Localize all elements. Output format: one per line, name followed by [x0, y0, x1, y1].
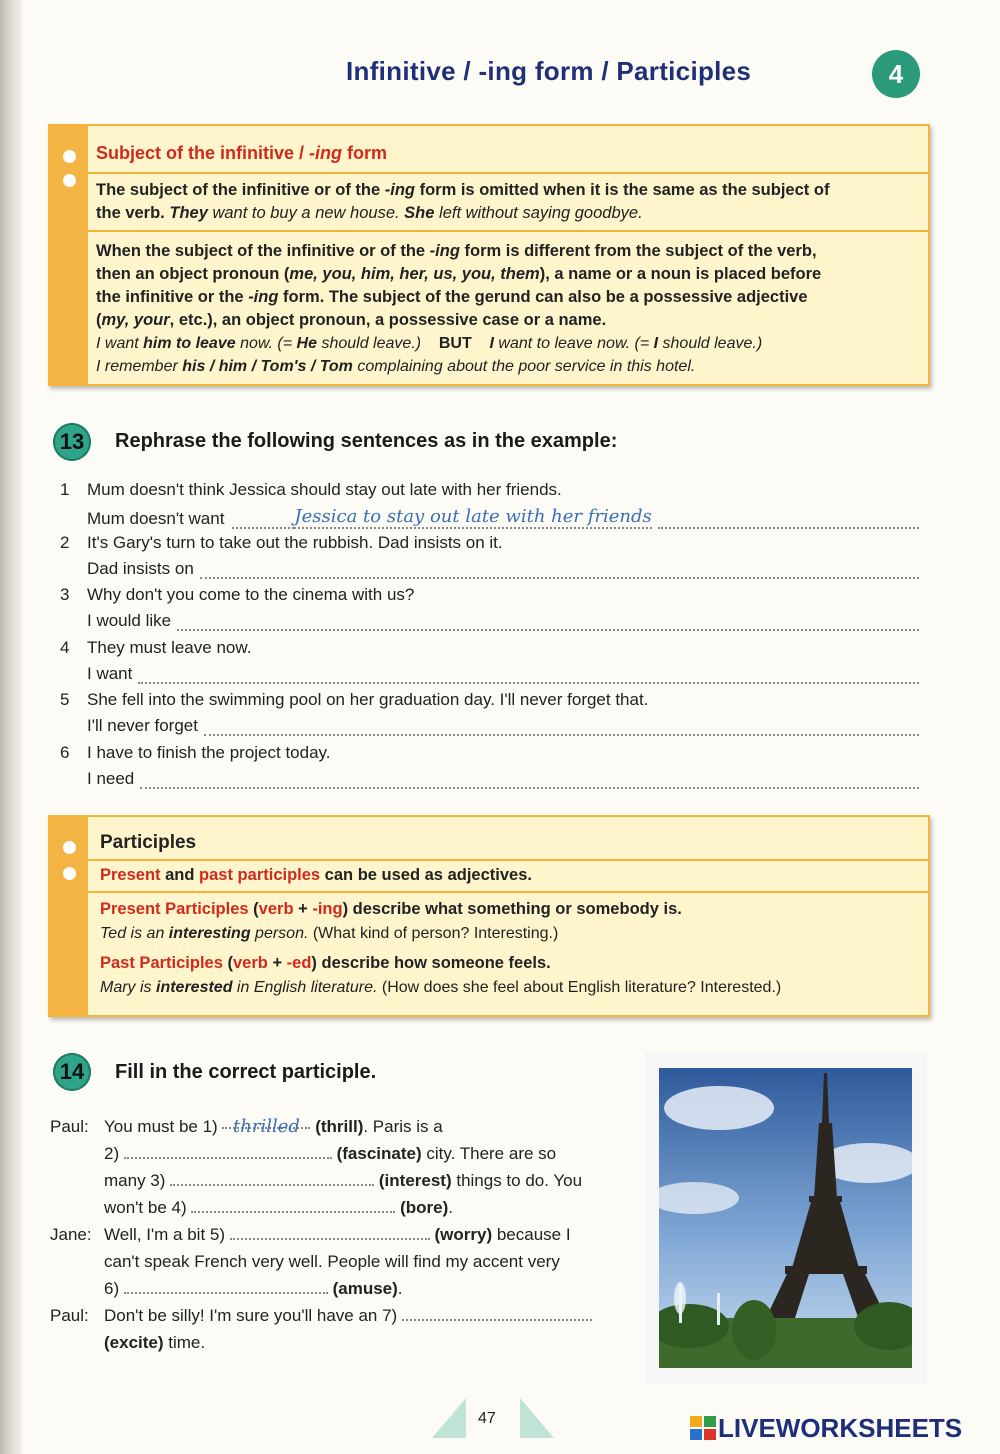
- dialogue-line: can't speak French very well. People will find my accent very: [104, 1252, 560, 1271]
- page-corner-right: [520, 1398, 554, 1438]
- liveworksheets-logo[interactable]: [690, 1413, 962, 1444]
- bullet-dot: [63, 841, 76, 854]
- rule-line: Present and past participles can be used as adjectives.: [100, 866, 532, 884]
- blank-1[interactable]: thrilled: [222, 1113, 310, 1129]
- item-sentence: I have to finish the project today.: [87, 743, 331, 762]
- bullet-dot: [63, 174, 76, 187]
- dialogue-line: Well, I'm a bit 5) (worry) because I: [104, 1225, 571, 1244]
- item-sentence: Why don't you come to the cinema with us?: [87, 585, 415, 604]
- brand-text: LIVEWORKSHEETS: [718, 1413, 963, 1443]
- dialogue-line: many 3) (interest) things to do. You: [104, 1171, 583, 1190]
- answer-row: [87, 769, 919, 789]
- eiffel-tower-photo: [645, 1052, 927, 1384]
- dialogue-line: (excite) time.: [104, 1333, 206, 1352]
- answer-row: [87, 716, 919, 736]
- dots: [232, 513, 294, 529]
- speaker-label: Jane:: [50, 1225, 92, 1244]
- box-rule-2: [88, 232, 928, 382]
- dialogue-line: 2) (fascinate) city. There are so: [104, 1144, 557, 1163]
- box-heading: Subject of the infinitive / -ing form: [96, 143, 388, 163]
- box-heading: Participles: [100, 832, 197, 853]
- box-heading-row: [88, 126, 928, 174]
- exercise-14-instruction: Fill in the correct participle.: [115, 1061, 377, 1083]
- answer-prompt: I'll never forget: [87, 716, 198, 735]
- answer-prompt: I need: [87, 769, 135, 788]
- blank-3[interactable]: [170, 1170, 374, 1186]
- item-number: 6: [60, 743, 70, 762]
- unit-number-badge: 4: [872, 50, 920, 98]
- speaker-label: Paul:: [50, 1117, 89, 1136]
- blank-4[interactable]: [191, 1197, 395, 1213]
- item-sentence: It's Gary's turn to take out the rubbish. Dad insists on it.: [87, 533, 503, 552]
- page-title: Infinitive / -ing form / Participles: [346, 56, 752, 86]
- rule-lines: Present Participles (verb + -ing) describe what something or somebody is. Ted is an interesting person. (What kind of person? Interesting.) Past Participles (verb + -ed) describe how someone feels. Mary is interested in English literature. (How does she feel about English literature? Interested.): [100, 900, 782, 996]
- dialogue-line: 6) (amuse).: [104, 1279, 403, 1298]
- exercise-13-instruction: Rephrase the following sentences as in the example:: [115, 430, 618, 452]
- dialogue-line: won't be 4) (bore).: [104, 1198, 454, 1217]
- blank-2[interactable]: [124, 1143, 332, 1159]
- box-stripe: [50, 817, 88, 1015]
- exercise-14-dialogue: [50, 1113, 610, 1353]
- answer-input[interactable]: [200, 563, 919, 579]
- example-line-2: I remember his / him / Tom's / Tom complaining about the poor service in this hotel.: [96, 358, 696, 375]
- item-sentence: Mum doesn't think Jessica should stay out late with her friends.: [87, 480, 562, 499]
- page-corner-left: [432, 1398, 466, 1438]
- answer-row: [87, 506, 919, 529]
- item-number: 2: [60, 533, 70, 552]
- grammar-box-subject-of-infinitive: [48, 124, 930, 386]
- answer-prompt: I want: [87, 664, 133, 683]
- answer-input[interactable]: [177, 615, 919, 631]
- rule-paragraph-1: The subject of the infinitive or of the -ing form is omitted when it is the same as the subject of the verb. They want to buy a new house. She left without saying goodbye.: [96, 181, 830, 222]
- answer-prompt: Mum doesn't want: [87, 509, 225, 528]
- blank-6[interactable]: [124, 1278, 328, 1294]
- dialogue-line: You must be 1) thrilled (thrill). Paris is a: [104, 1113, 443, 1140]
- item-number: 1: [60, 480, 70, 499]
- item-sentence: They must leave now.: [87, 638, 252, 657]
- page-number: 47: [478, 1410, 496, 1427]
- blank-7[interactable]: [402, 1305, 592, 1321]
- exercise-14-badge: 14: [53, 1053, 91, 1091]
- answer-input[interactable]: [204, 720, 919, 736]
- bullet-dot: [63, 867, 76, 880]
- answer-row: [87, 611, 919, 631]
- dialogue-line: Don't be silly! I'm sure you'll have an 7): [104, 1302, 592, 1329]
- box-heading-row: [88, 817, 928, 861]
- answer-prompt: I would like: [87, 611, 172, 630]
- answer-input[interactable]: [140, 773, 919, 789]
- item-number: 5: [60, 690, 70, 709]
- answer-prompt: Dad insists on: [87, 559, 194, 578]
- item-number: 3: [60, 585, 70, 604]
- grammar-box-participles: [48, 815, 930, 1017]
- speaker-label: Paul:: [50, 1306, 89, 1325]
- answer-row: [87, 664, 919, 684]
- answer-input[interactable]: [138, 668, 919, 684]
- box-rule-1: [88, 174, 928, 232]
- exercise-13-badge: 13: [53, 423, 91, 461]
- liveworksheets-icon: [690, 1416, 716, 1440]
- dots: [658, 513, 919, 529]
- item-sentence: She fell into the swimming pool on her graduation day. I'll never forget that.: [87, 690, 649, 709]
- book-spine-shadow: [0, 0, 22, 1454]
- answer-input[interactable]: Jessica to stay out late with her friends: [294, 506, 652, 527]
- bullet-dot: [63, 150, 76, 163]
- box-stripe: [50, 126, 88, 384]
- photo-image: [659, 1068, 912, 1368]
- item-number: 4: [60, 638, 70, 657]
- answer-row: [87, 559, 919, 579]
- box-rule-2: [88, 893, 928, 1013]
- example-line-1: I want him to leave now. (= He should leave.) BUT I want to leave now. (= I should leave.): [96, 335, 763, 352]
- blank-5[interactable]: [230, 1224, 430, 1240]
- rule-paragraph-2: When the subject of the infinitive or of the -ing form is different from the subject of the verb, then an object pronoun (me, you, him, her, us, you, them), a name or a noun is placed before the infinitive or the -ing form. The subject of the gerund can also be a possessive adjective (my, your, etc.), an object pronoun, a possessive case or a name. I want him to leave now. (= He should leave.) BUT I want to leave now. (= I should leave.) I remember his / him / Tom's / Tom complaining about the poor service in this hotel.: [96, 240, 916, 378]
- box-rule-1: [88, 861, 928, 893]
